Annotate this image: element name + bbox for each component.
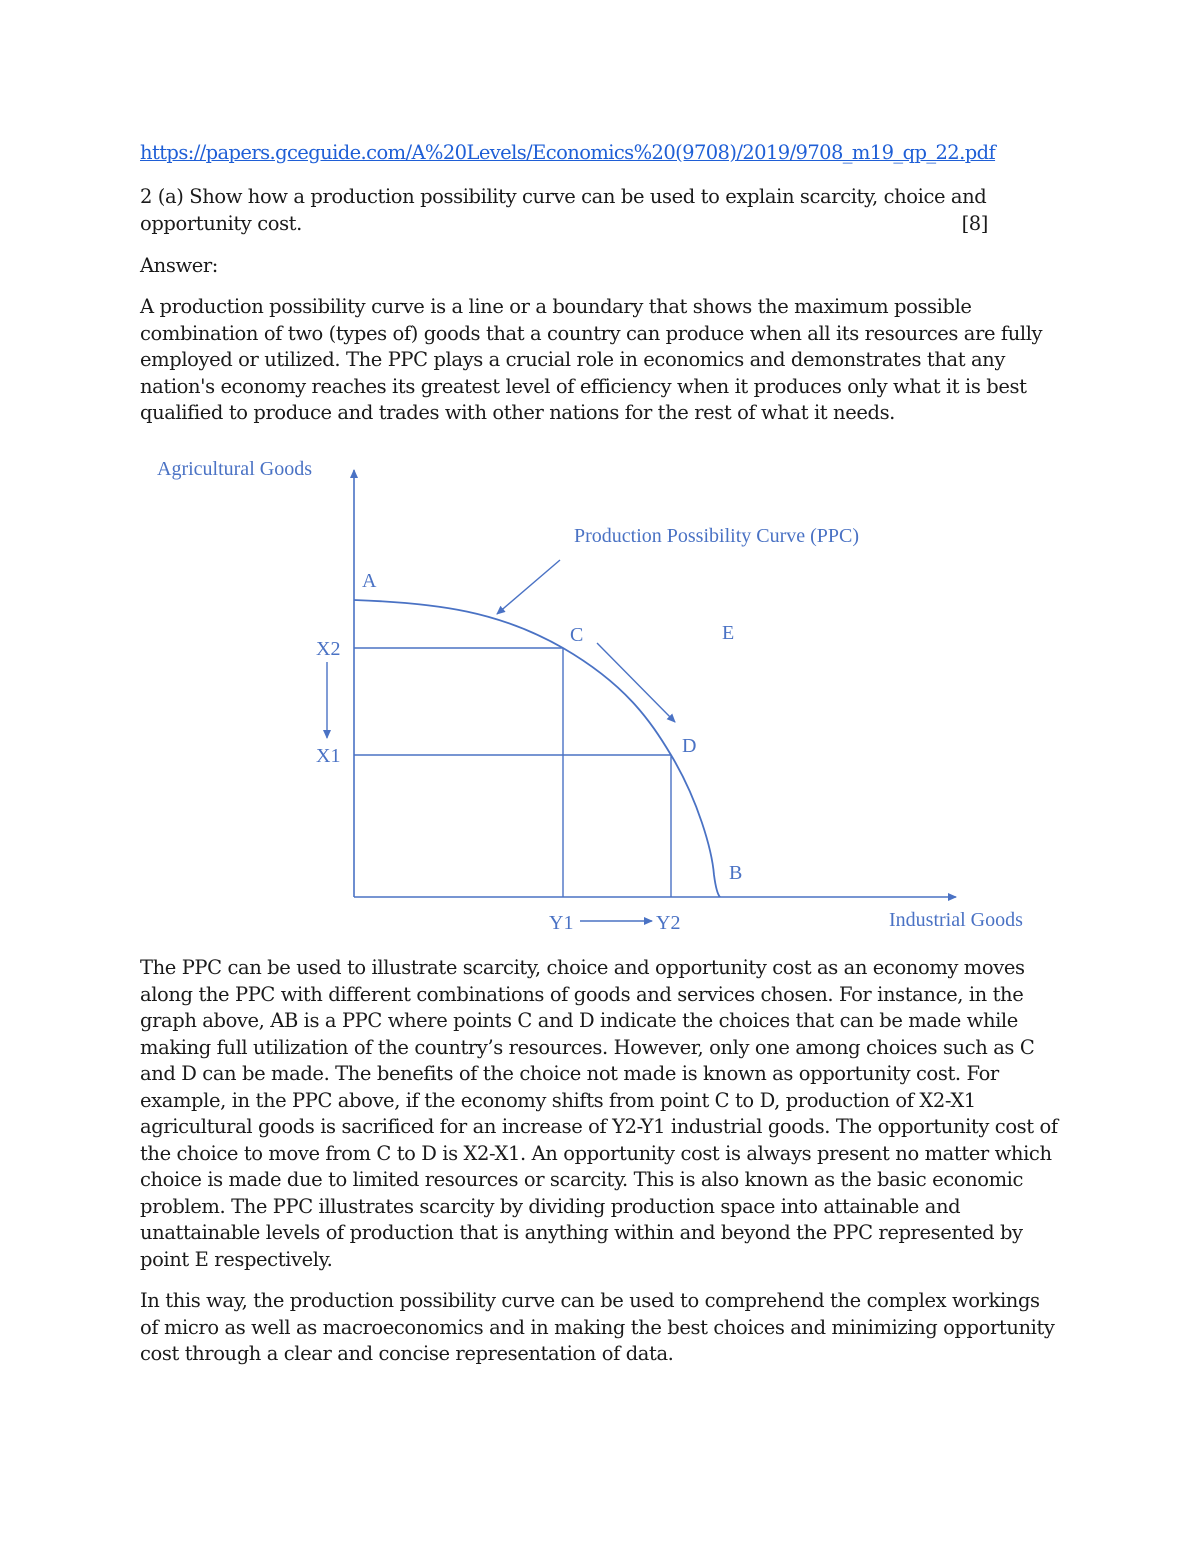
ppc-curve (354, 600, 720, 897)
y-axis-label: Agricultural Goods (157, 458, 312, 480)
point-b-label: B (729, 862, 743, 884)
point-d-label: D (682, 735, 697, 757)
paragraph-definition: A production possibility curve is a line or a boundary that shows the maximum possible combination of two (types of) goods that a country can produce when all its resources are fully employed or utilized. The PPC plays a crucial role in economics and demonstrates that any nation's economy reaches its greatest level of efficiency when it produces only what it is best qualified to produce and trades with other nations for the rest of what it needs. (140, 295, 1043, 424)
question-marks: [8] (961, 211, 988, 235)
answer-label: Answer: (140, 254, 218, 277)
question-block (140, 184, 1060, 237)
ppc-pointer-arrow (497, 560, 560, 614)
point-e-label: E (722, 622, 735, 644)
y1-marker-label: Y1 (549, 912, 574, 934)
ppc-diagram (0, 440, 1200, 950)
c-to-d-arrow (597, 643, 675, 722)
paragraph-explanation: The PPC can be used to illustrate scarcity, choice and opportunity cost as an economy moves along the PPC with different combinations of goods and services chosen. For instance, in the graph above, AB is a PPC where points C and D indicate the choices that can be made while making full utilization of the country’s resources. However, only one among choices such as C and D can be made. The benefits of the choice not made is known as opportunity cost. For example, in the PPC above, if the economy shifts from point C to D, production of X2-X1 agricultural goods is sacrificed for an increase of Y2-Y1 industrial goods. The opportunity cost of the choice to move from C to D is X2-X1. An opportunity cost is always present no matter which choice is made due to limited resources or scarcity. This is also known as the basic economic problem. The PPC illustrates scarcity by dividing production space into attainable and unattainable levels of production that is anything within and beyond the PPC represented by point E respectively. (140, 956, 1058, 1271)
x-axis-label: Industrial Goods (889, 909, 1023, 931)
question-text: 2 (a) Show how a production possibility curve can be used to explain scarcity, choice and opportunity cost. (140, 185, 987, 235)
paragraph-conclusion: In this way, the production possibility curve can be used to comprehend the complex workings of micro as well as macroeconomics and in making the best choices and minimizing opportunity cost through a clear and concise representation of data. (140, 1289, 1055, 1365)
point-a-label: A (362, 570, 377, 592)
y2-marker-label: Y2 (656, 912, 681, 934)
x1-marker-label: X1 (316, 745, 341, 767)
source-link[interactable]: https://papers.gceguide.com/A%20Levels/Economics%20(9708)/2019/9708_m19_qp_22.pdf (140, 141, 996, 164)
x2-marker-label: X2 (316, 638, 341, 660)
point-c-label: C (570, 624, 584, 646)
ppc-title-label: Production Possibility Curve (PPC) (574, 525, 860, 547)
